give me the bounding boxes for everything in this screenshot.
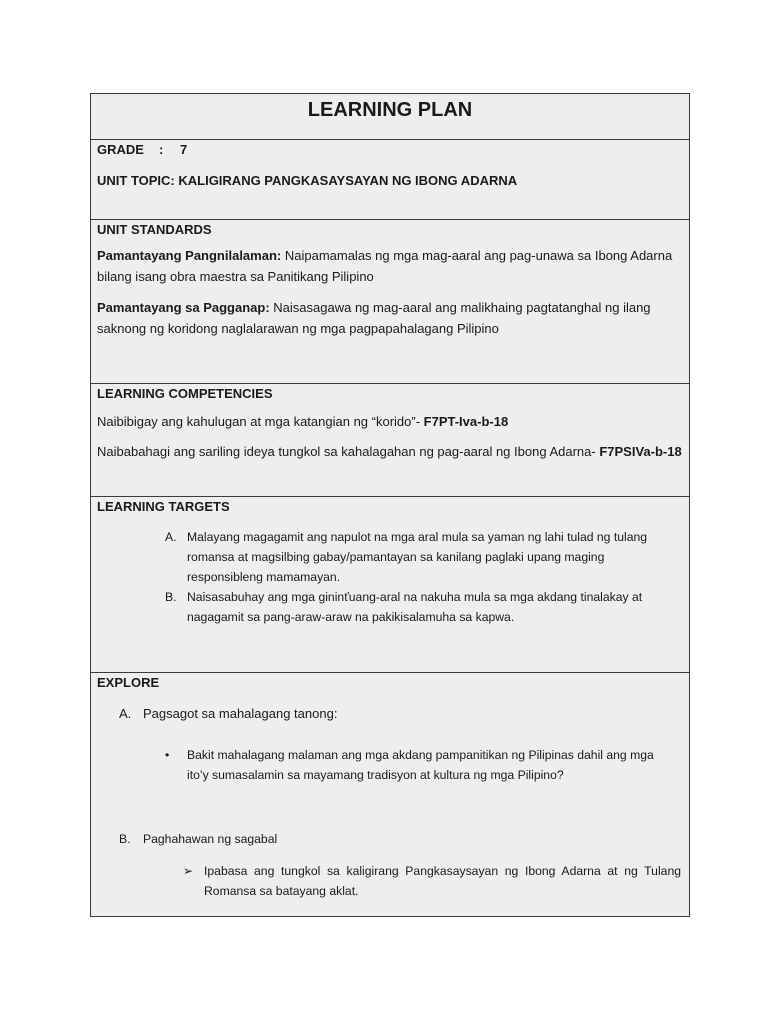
learning-targets-section	[91, 497, 689, 673]
competency-item	[97, 411, 683, 432]
grade-value: 7	[180, 142, 188, 157]
competency-code: F7PT-Iva-b-18	[423, 414, 509, 429]
learning-competencies-heading: LEARNING COMPETENCIES	[97, 386, 273, 401]
competency-text: Naibabahagi ang sariling ideya tungkol sa kahalagahan ng pag-aaral ng Ibong Adarna-	[97, 444, 600, 459]
explore-heading: EXPLORE	[97, 675, 160, 690]
page-title: LEARNING PLAN	[91, 94, 689, 140]
explore-section	[91, 673, 689, 917]
learning-plan-document	[90, 93, 690, 917]
performance-standard	[97, 297, 683, 339]
content-standard	[97, 245, 683, 287]
learning-competencies-section	[91, 384, 689, 497]
unit-topic: UNIT TOPIC: KALIGIRANG PANGKASAYSAYAN NG IBONG ADARNA	[97, 173, 518, 188]
unit-standards-section	[91, 220, 689, 384]
content-standard-text: Naipamamalas ng mga mag-aaral ang pag-unawa sa Ibong Adarna bilang isang obra maestra sa Panitikang Pilipino	[97, 248, 673, 284]
grade-label: GRADE	[97, 142, 144, 157]
grade-separator: :	[159, 142, 164, 157]
competency-item	[97, 441, 683, 462]
explore-b-marker: B.	[119, 832, 131, 846]
competency-code: F7PSIVa-b-18	[599, 444, 682, 459]
arrow-bullet-icon: ➢	[183, 864, 194, 878]
explore-a-text: Pagsagot sa mahalagang tanong:	[143, 706, 338, 721]
target-text: Naisasabuhay ang mga gininťuang-aral na nakuha mula sa mga akdang tinalakay at nagagamit sa pang-araw-araw na pakikisalamuha sa kapwa.	[187, 590, 643, 624]
competency-text: Naibibigay ang kahulugan at mga katangian ng “korido”-	[97, 414, 424, 429]
performance-standard-label: Pamantayang sa Pagganap:	[97, 300, 270, 315]
explore-question: Bakit mahalagang malaman ang mga akdang pampanitikan ng Pilipinas dahil ang mga ito’y sumasalamin sa mayamang tradisyon at kultura ng mga Pilipino?	[187, 748, 654, 782]
bullet-icon: •	[165, 748, 170, 762]
target-marker: A.	[165, 530, 177, 544]
target-text: Malayang magagamit ang napulot na mga aral mula sa yaman ng lahi tulad ng tulang romansa at magsilbing gabay/pamantayan sa kanilang paglaki upang maging responsibleng mamamayan.	[187, 530, 648, 584]
unit-standards-heading: UNIT STANDARDS	[97, 222, 212, 237]
explore-a-marker: A.	[119, 706, 132, 721]
learning-targets-heading: LEARNING TARGETS	[97, 499, 230, 514]
explore-b-text: Paghahawan ng sagabal	[143, 832, 278, 846]
grade-topic-section	[91, 140, 689, 220]
target-marker: B.	[165, 590, 177, 604]
performance-standard-text: Naisasagawa ng mag-aaral ang malikhaing pagtatanghal ng ilang saknong ng koridong naglalarawan ng mga pagpapahalagang Pilipino	[97, 300, 651, 336]
explore-instruction: Ipabasa ang tungkol sa kaligirang Pangkasaysayan ng Ibong Adarna at ng Tulang Romansa sa batayang aklat.	[204, 864, 681, 898]
content-standard-label: Pamantayang Pangnilalaman:	[97, 248, 282, 263]
